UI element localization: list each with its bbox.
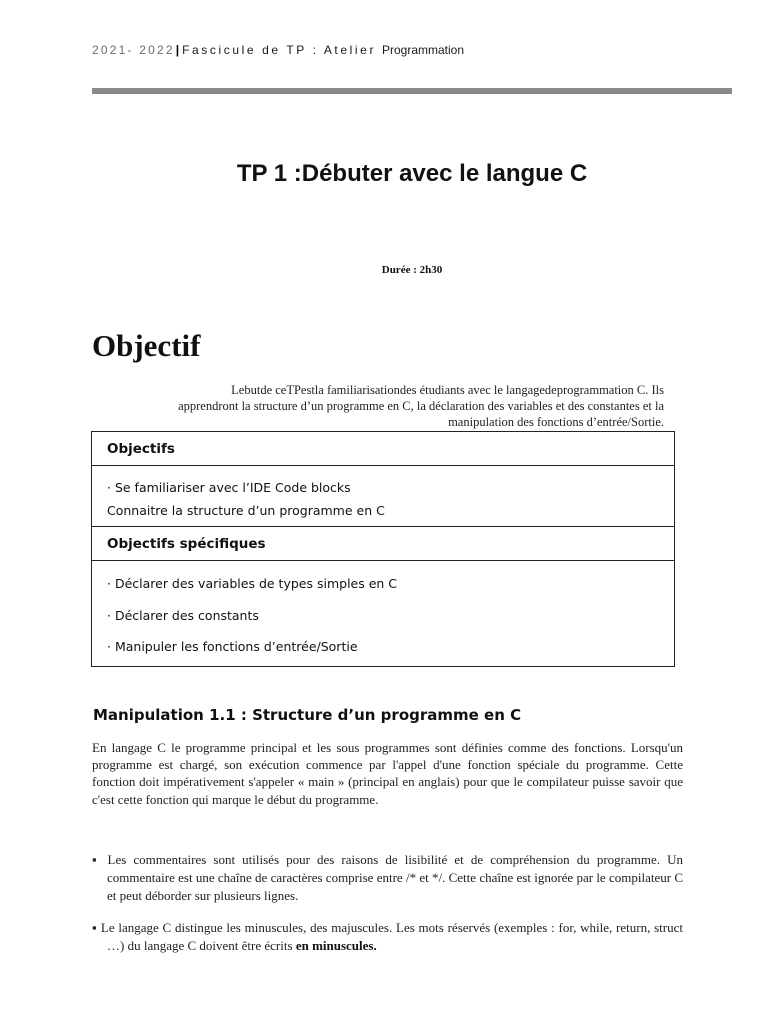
- bullet-comments: ▪ Les commentaires sont utilisés pour des raisons de lisibilité et de compréhension du programme. Un commentaire est une chaîne de caractères comprise entre /* et */. Cette chaîne est ignorée par le compilateur C et peut déborder sur plusieurs lignes.: [92, 852, 683, 903]
- objectives-general-header-row: [92, 432, 674, 466]
- bullet-case-emphasis: en minuscules.: [295, 938, 377, 953]
- intro-line-3: manipulation des fonctions d’entrée/Sortie.: [448, 415, 664, 429]
- header-year: 2021- 2022: [92, 43, 175, 57]
- intro-paragraph: [92, 382, 664, 430]
- objectives-specific-header-row: [92, 527, 674, 561]
- intro-line-1: Lebutde ceTPestla familiarisationdes étudiants avec le langagedeprogrammation C. Ils: [231, 383, 664, 397]
- objectives-specific-heading: Objectifs spécifiques: [107, 536, 266, 552]
- objectives-table: [91, 431, 675, 667]
- manipulation-paragraph: En langage C le programme principal et les sous programmes sont définies comme des fonctions. Lorsqu'un programme est chargé, son exécution commence par l'appel d'une fonction spéciale du programme. Cette fonction doit impérativement s'appeler « main » (principal en anglais) pour que le compilateur puisse savoir que c'est cette fonction qui marque le début du programme.: [92, 740, 683, 807]
- header-separator: |: [175, 43, 180, 57]
- manipulation-heading: Manipulation 1.1 : Structure d’un programme en C: [93, 706, 522, 724]
- document-title: TP 1 :Débuter avec le langue C: [236, 160, 588, 187]
- header-rule: [92, 88, 732, 94]
- objectives-general-heading: Objectifs: [107, 441, 175, 457]
- objective-item: · Se familiariser avec l’IDE Code blocks: [107, 480, 351, 495]
- header-course-title-end: Programmation: [381, 43, 465, 57]
- objectif-heading: Objectif: [92, 328, 201, 363]
- running-header: [92, 43, 464, 57]
- bullet-case-sensitivity: [92, 919, 683, 955]
- bullet-case-text: ▪ Le langage C distingue les minuscules, des majuscules. Les mots réservés (exemples : for, while, return, struct …) du langage C doivent être écrits: [92, 920, 683, 953]
- specific-objective-item: · Manipuler les fonctions d’entrée/Sortie: [107, 639, 358, 654]
- duration-label: Durée : 2h30: [381, 264, 443, 276]
- header-course-title: Fascicule de TP : Atelier: [182, 43, 382, 57]
- objectives-specific-items-row: [92, 561, 674, 667]
- objective-item: Connaitre la structure d’un programme en C: [107, 503, 385, 518]
- specific-objective-item: · Déclarer des constants: [107, 608, 259, 623]
- specific-objective-item: · Déclarer des variables de types simples en C: [107, 576, 398, 591]
- objectives-general-items-row: [92, 466, 674, 527]
- intro-line-2: apprendront la structure d’un programme en C, la déclaration des variables et des constantes et la: [178, 399, 664, 413]
